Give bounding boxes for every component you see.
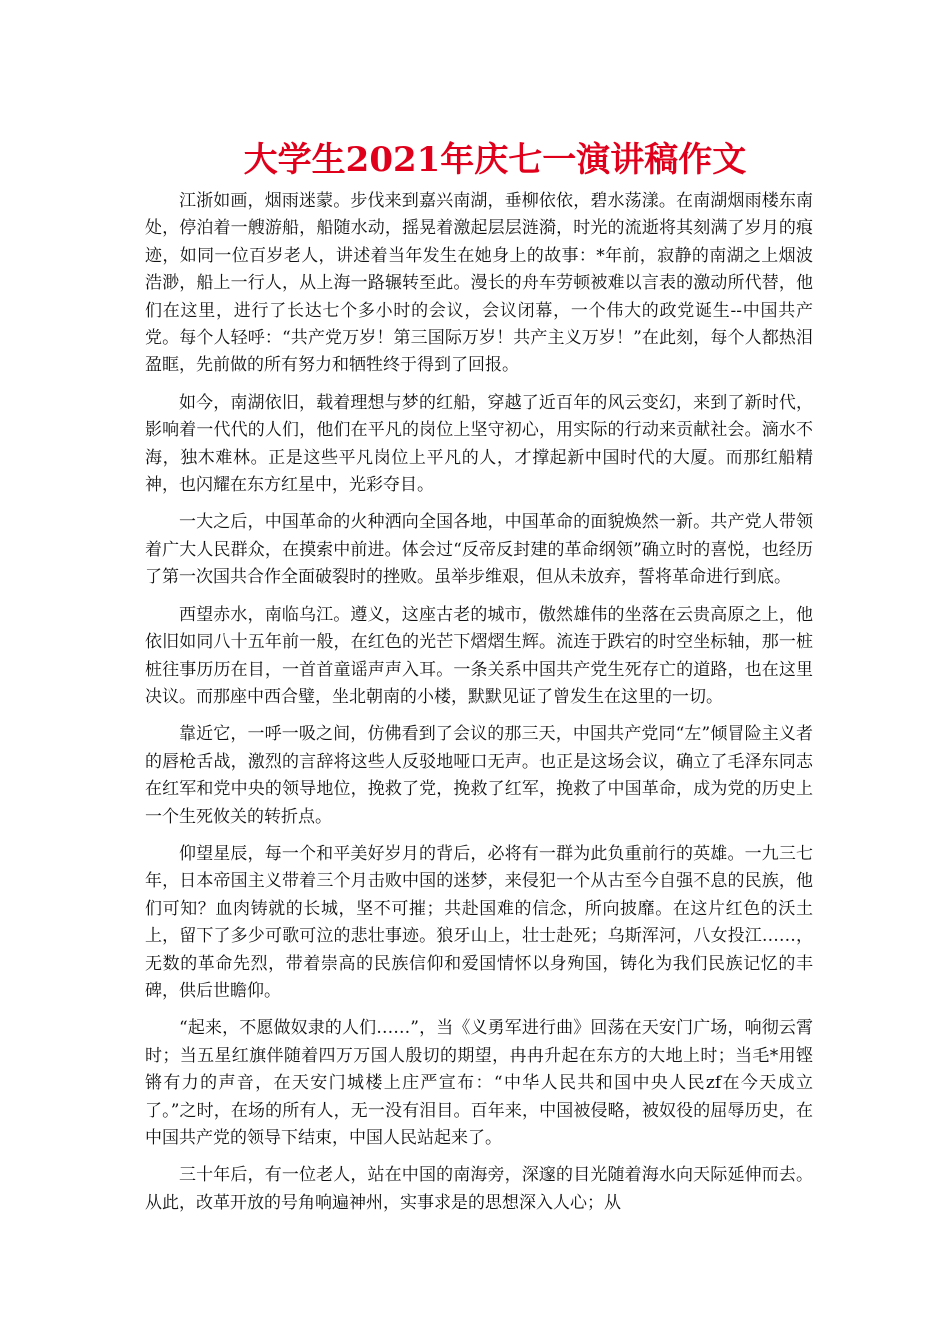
document-title: 大学生2021年庆七一演讲稿作文: [243, 140, 747, 180]
paragraph: 江浙如画，烟雨迷蒙。步伐来到嘉兴南湖，垂柳依依，碧水荡漾。在南湖烟雨楼东南处，停泊着一艘游船，船随水动，摇晃着激起层层涟漪，时光的流逝将其刻满了岁月的痕迹，如同一位百岁老人，讲述着当年发生在她身上的故事：*年前，寂静的南湖之上烟波浩渺，船上一行人，从上海一路辗转至此。漫长的舟车劳顿被难以言表的激动所代替，他们在这里，进行了长达七个多小时的会议，会议闭幕，一个伟大的政党诞生--中国共产党。每个人轻呼：“共产党万岁！第三国际万岁！共产主义万岁！”在此刻，每个人都热泪盈眶，先前做的所有努力和牺牲终于得到了回报。: [145, 191, 813, 376]
paragraph: 如今，南湖依旧，载着理想与梦的红船，穿越了近百年的风云变幻，来到了新时代，影响着一代代的人们，他们在平凡的岗位上坚守初心，用实际的行动来贡献社会。滴水不海，独木难林。正是这些平凡岗位上平凡的人，才撑起新中国时代的大厦。而那红船精神，也闪耀在东方红星中，光彩夺目。: [145, 392, 813, 496]
paragraph: 西望赤水，南临乌江。遵义，这座古老的城市，傲然雄伟的坐落在云贵高原之上，他依旧如同八十五年前一般，在红色的光芒下熠熠生辉。流连于跌宕的时空坐标轴，那一桩桩往事历历在目，一首首童谣声声入耳。一条关系中国共产党生死存亡的道路，也在这里决议。而那座中西合璧，坐北朝南的小楼，默默见证了曾发生在这里的一切。: [145, 604, 813, 707]
paragraph: 一大之后，中国革命的火种洒向全国各地，中国革命的面貌焕然一新。共产党人带领着广大人民群众，在摸索中前进。体会过“反帝反封建的革命纲领”确立时的喜悦，也经历了第一次国共合作全面破裂时的挫败。虽举步维艰，但从未放弃，誓将革命进行到底。: [145, 512, 813, 588]
paragraph: 靠近它，一呼一吸之间，仿佛看到了会议的那三天，中国共产党同“左”倾冒险主义者的唇枪舌战，激烈的言辞将这些人反驳地哑口无声。也正是这场会议，确立了毛泽东同志在红军和党中央的领导地位，挽救了党，挽救了红军，挽救了中国革命，成为党的历史上一个生死攸关的转折点。: [145, 724, 813, 827]
paragraph: 仰望星辰，每一个和平美好岁月的背后，必将有一群为此负重前行的英雄。一九三七年，日本帝国主义带着三个月击败中国的迷梦，来侵犯一个从古至今自强不息的民族，他们可知？血肉铸就的长城，坚不可摧；共赴国难的信念，所向披靡。在这片红色的沃土上，留下了多少可歌可泣的悲壮事迹。狼牙山上，壮士赴死；乌斯浑河，八女投江……，无数的革命先烈，带着崇高的民族信仰和爱国情怀以身殉国，铸化为我们民族记忆的丰碑，供后世瞻仰。: [145, 843, 813, 1001]
document-body: [145, 188, 813, 1227]
paragraph: “起来，不愿做奴隶的人们……”，当《义勇军进行曲》回荡在天安门广场，响彻云霄时；当五星红旗伴随着四万万国人殷切的期望，冉冉升起在东方的大地上时；当毛*用铿锵有力的声音，在天安门城楼上庄严宣布：“中华人民共和国中央人民zf在今天成立了。”之时，在场的所有人，无一没有泪目。百年来，中国被侵略，被奴役的屈辱历史，在中国共产党的领导下结束，中国人民站起来了。: [145, 1018, 813, 1148]
paragraph: 三十年后，有一位老人，站在中国的南海旁，深邃的目光随着海水向天际延伸而去。从此，改革开放的号角响遍神州，实事求是的思想深入人心；从: [145, 1165, 813, 1213]
